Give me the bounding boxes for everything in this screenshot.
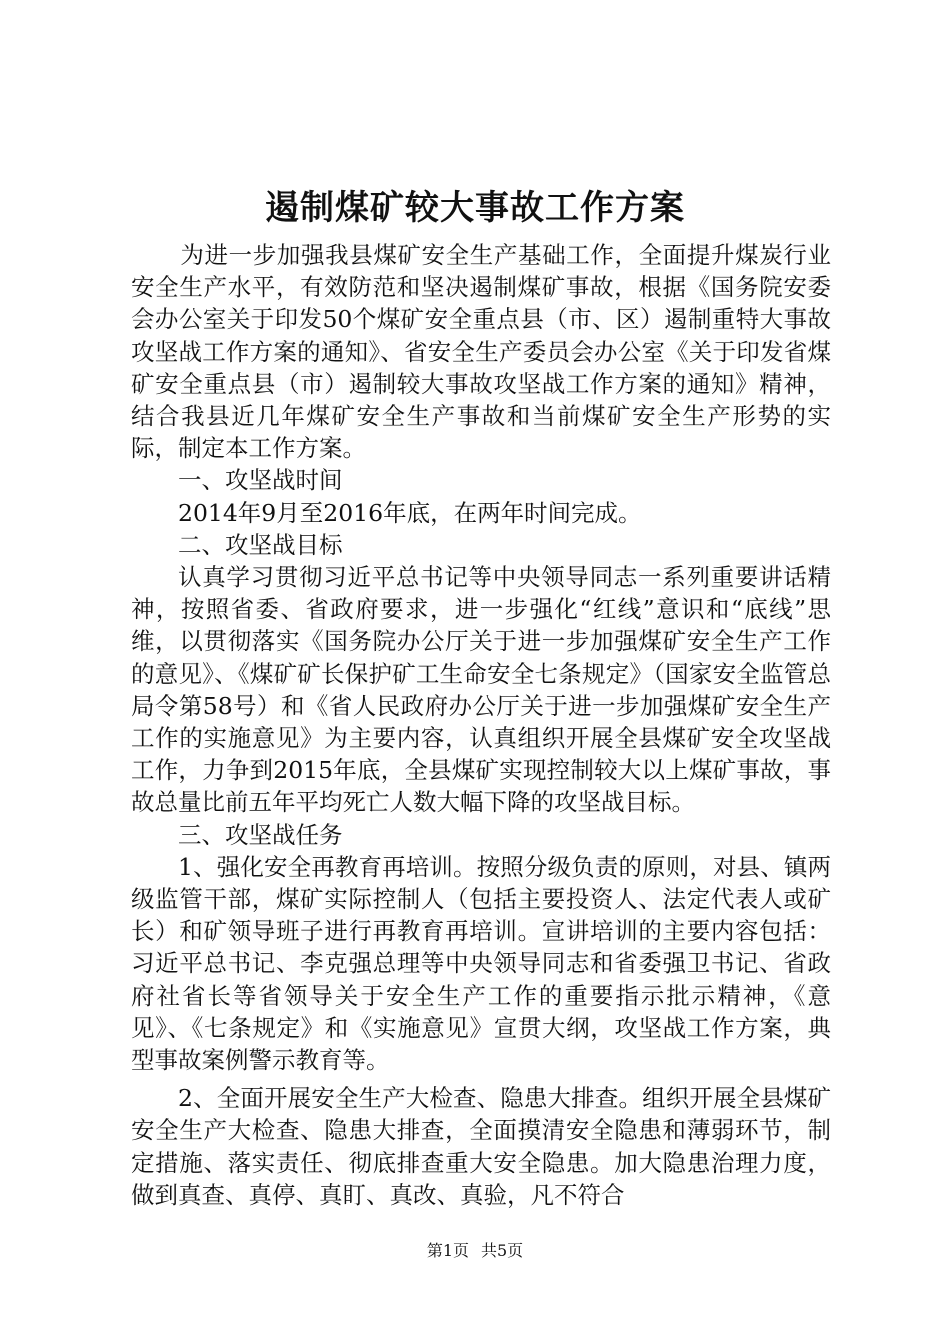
page-number: 第1页 <box>426 1241 469 1260</box>
section-heading-goal: 二、攻坚战目标 <box>178 530 343 559</box>
document-body <box>131 239 831 1211</box>
intro-paragraph: 为进一步加强我县煤矿安全生产基础工作，全面提升煤炭行业安全生产水平，有效防范和坚决遏制煤矿事故，根据《国务院安委会办公室关于印发50个煤矿安全重点县（市、区）遏制重特大事故攻坚战工作方案的通知》、省安全生产委员会办公室《关于印发省煤矿安全重点县（市）遏制较大事故攻坚战工作方案的通知》精神，结合我县近几年煤矿安全生产事故和当前煤矿安全生产形势的实际，制定本工作方案。 <box>131 241 831 463</box>
task-paragraph-2: 2、全面开展安全生产大检查、隐患大排查。组织开展全县煤矿安全生产大检查、隐患大排查，全面摸清安全隐患和薄弱环节，制定措施、落实责任、彻底排查重大安全隐患。加大隐患治理力度，做到真查、真停、真盯、真改、真验，凡不符合 <box>131 1084 831 1209</box>
goal-paragraph: 认真学习贯彻习近平总书记等中央领导同志一系列重要讲话精神，按照省委、省政府要求，进一步强化“红线”意识和“底线”思维，以贯彻落实《国务院办公厅关于进一步加强煤矿安全生产工作的意见》、《煤矿矿长保护矿工生命安全七条规定》（国家安全监管总局令第58号）和《省人民政府办公厅关于进一步加强煤矿安全生产工作的实施意见》为主要内容，认真组织开展全县煤矿安全攻坚战工作，力争到2015年底，全县煤矿实现控制较大以上煤矿事故，事故总量比前五年平均死亡人数大幅下降的攻坚战目标。 <box>131 563 831 817</box>
section-heading-time: 一、攻坚战时间 <box>178 466 343 495</box>
document-title: 遏制煤矿较大事故工作方案 <box>265 188 685 228</box>
task-paragraph-1: 1、强化安全再教育再培训。按照分级负责的原则，对县、镇两级监管干部，煤矿实际控制人（包括主要投资人、法定代表人或矿长）和矿领导班子进行再教育再培训。宣讲培训的主要内容包括：习近平总书记、李克强总理等中央领导同志和省委强卫书记、省政府社省长等省领导关于安全生产工作的重要指示批示精神，《意见》、《七条规定》和《实施意见》宣贯大纲，攻坚战工作方案，典型事故案例警示教育等。 <box>131 852 831 1075</box>
section-heading-tasks: 三、攻坚战任务 <box>178 820 343 849</box>
page-total: 共5页 <box>481 1241 524 1260</box>
page-footer <box>0 1240 950 1262</box>
time-paragraph: 2014年9月至2016年底，在两年时间完成。 <box>178 498 642 527</box>
